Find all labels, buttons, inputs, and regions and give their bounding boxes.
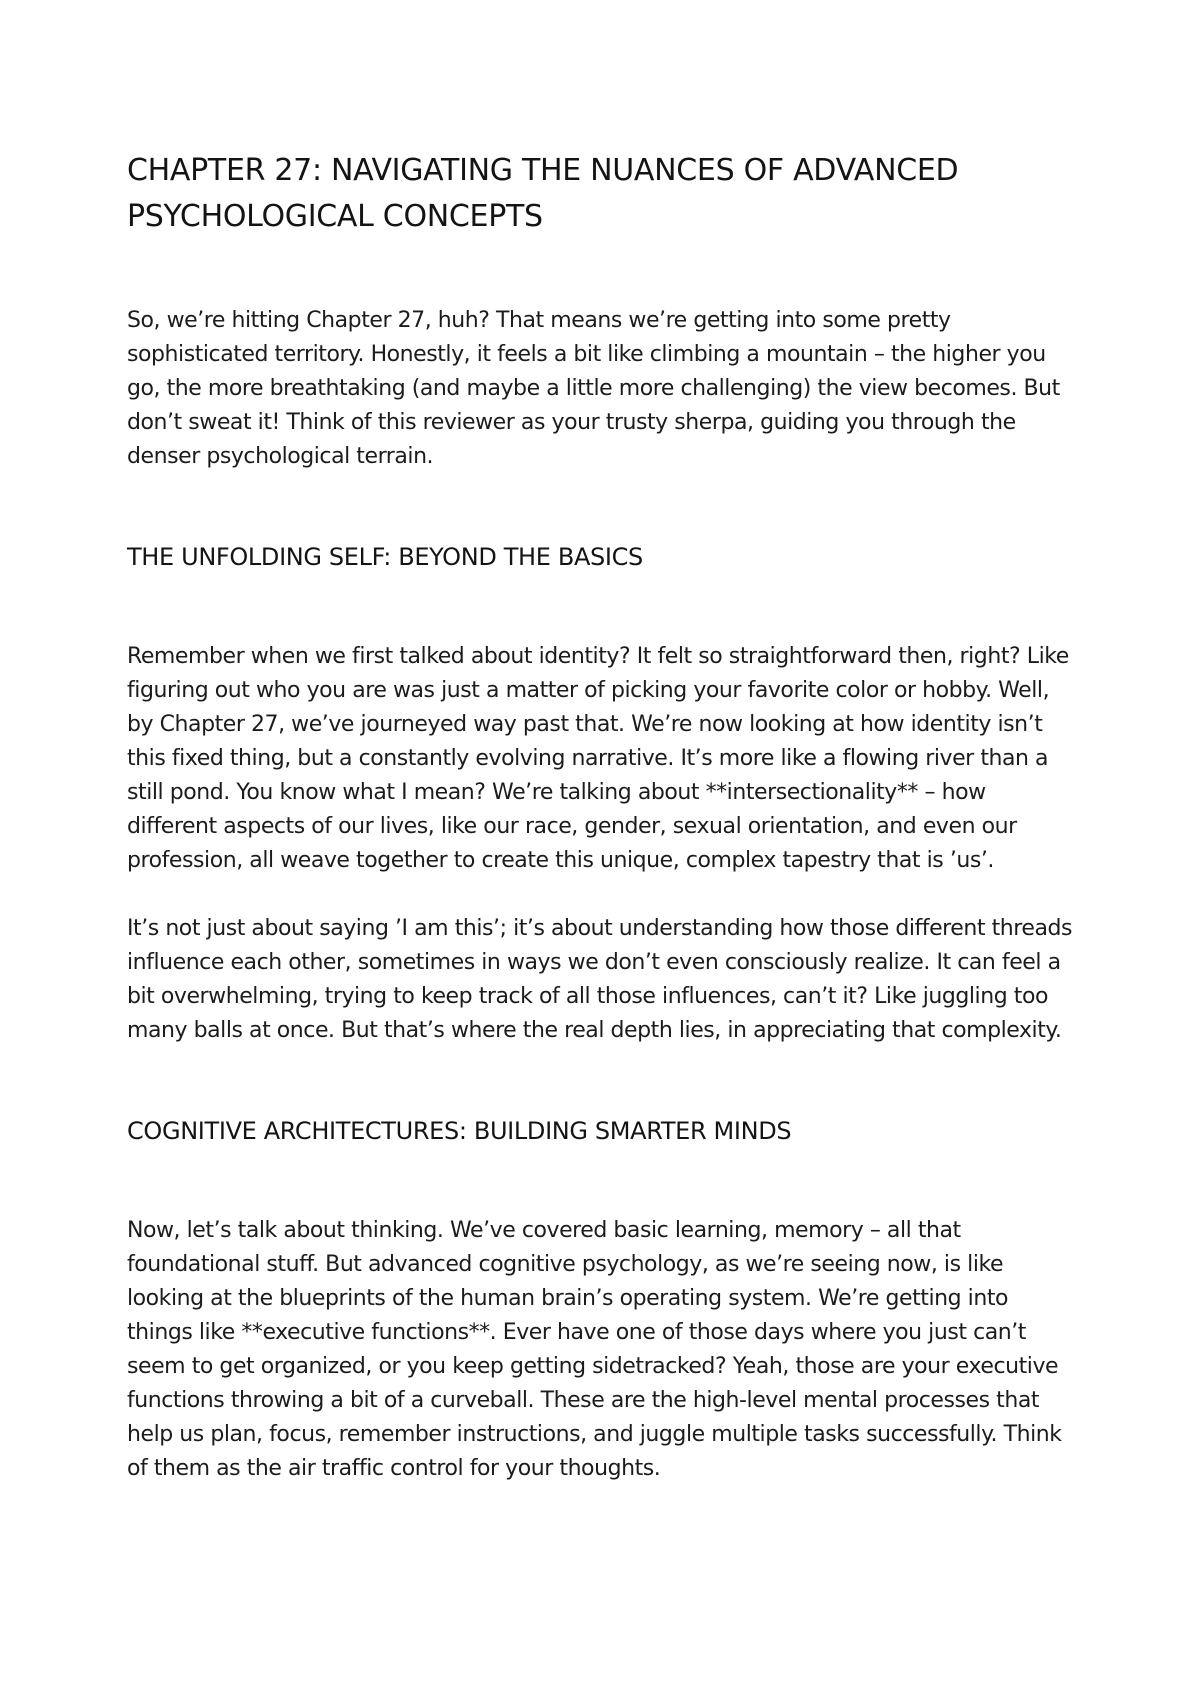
section-heading-unfolding-self: THE UNFOLDING SELF: BEYOND THE BASICS [127,543,643,571]
section-paragraph: Now, let’s talk about thinking. We’ve covered basic learning, memory – all that foundational stuff. But advanced cognitive psychology, as we’re seeing now, is like looking at the blueprints of the human brain’s operating system. We’re getting into things like **executive functions**. Ever have one of those days where you just can’t seem to get organized, or you keep getting sidetracked? Yeah, those are your executive functions throwing a bit of a curveball. These are the high-level mental processes that help us plan, focus, remember instructions, and juggle multiple tasks successfully. Think of them as the air traffic control for your thoughts. [127,1218,1062,1481]
intro-paragraph: So, we’re hitting Chapter 27, huh? That means we’re getting into some pretty sophisticated territory. Honestly, it feels a bit like climbing a mountain – the higher you go, the more breathtaking (and maybe a little more challenging) the view becomes. But don’t sweat it! Think of this reviewer as your trusty sherpa, guiding you through the denser psychological terrain. [127,308,1060,469]
section-paragraph: Remember when we first talked about identity? It felt so straightforward then, right? Like figuring out who you are was just a matter of picking your favorite color or hobby. Well, by Chapter 27, we’ve journeyed way past that. We’re now looking at how identity isn’t this fixed thing, but a constantly evolving narrative. It’s more like a flowing river than a still pond. You know what I mean? We’re talking about **intersectionality** – how different aspects of our lives, like our race, gender, sexual orientation, and even our profession, all weave together to create this unique, complex tapestry that is ’us’. [127,644,1069,873]
chapter-title: CHAPTER 27: NAVIGATING THE NUANCES OF ADVANCED PSYCHOLOGICAL CONCEPTS [127,153,959,234]
section-heading-cognitive-architectures: COGNITIVE ARCHITECTURES: BUILDING SMARTER MINDS [127,1117,792,1145]
section-paragraph: It’s not just about saying ’I am this’; it’s about understanding how those different threads influence each other, sometimes in ways we don’t even consciously realize. It can feel a bit overwhelming, trying to keep track of all those influences, can’t it? Like juggling too many balls at once. But that’s where the real depth lies, in appreciating that complexity. [127,916,1073,1043]
document-page [127,148,1077,1486]
